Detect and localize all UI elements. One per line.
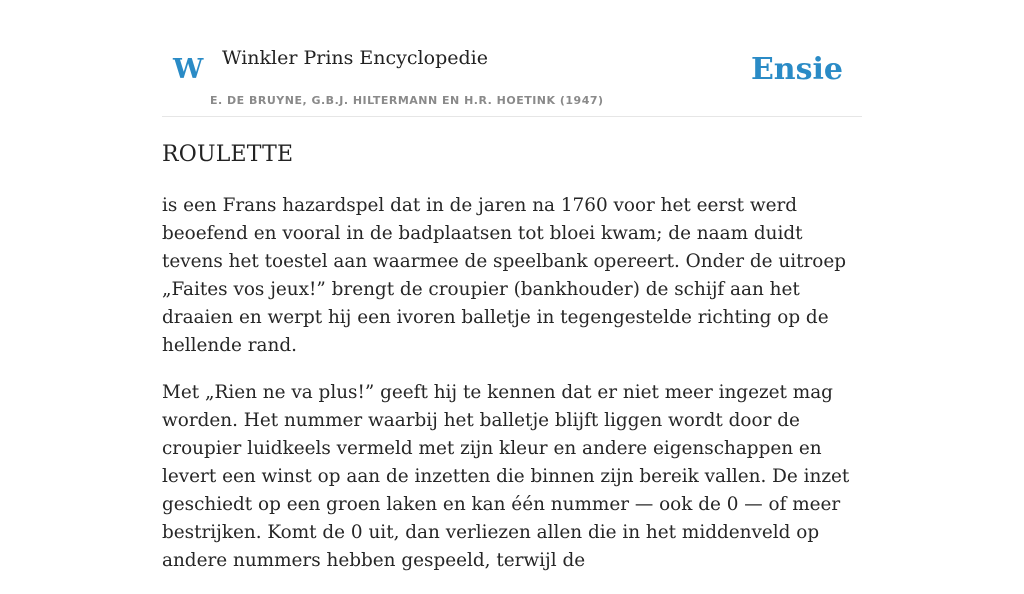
- entry-paragraph: Met „Rien ne va plus!” geeft hij te kennen dat er niet meer ingezet mag worden. Het nummer waarbij het balletje blijft liggen wordt door de croupier luidkeels vermeld met zijn kleur en andere eigenschappen en levert een winst op aan de inzetten die binnen zijn bereik vallen. De inzet geschiedt op een groen laken en kan één nummer — ook de 0 — of meer bestrijken. Komt de 0 uit, dan verliezen allen die in het middenveld op andere nummers hebben gespeeld, terwijl de: [162, 382, 850, 571]
- source-authors: E. DE BRUYNE, G.B.J. HILTERMANN EN H.R. HOETINK (1947): [210, 94, 604, 107]
- source-title-link[interactable]: Winkler Prins Encyclopedie: [222, 47, 488, 69]
- entry-paragraph: is een Frans hazardspel dat in de jaren na 1760 voor het eerst werd beoefend en vooral in de badplaatsen tot bloei kwam; de naam duidt tevens het toestel aan waarmee de speelbank opereert. Onder de uitroep „Faites vos jeux!” brengt de croupier (bankhouder) de schijf aan het draaien en werpt hij een ivoren balletje in tegengestelde richting op de hellende rand.: [162, 195, 847, 356]
- source-logo[interactable]: W: [173, 54, 204, 85]
- entry-title: ROULETTE: [162, 142, 294, 167]
- entry-body: [162, 192, 862, 594]
- source-header: [162, 0, 862, 117]
- article-page: [162, 0, 862, 571]
- ensie-logo[interactable]: Ensie: [750, 52, 843, 87]
